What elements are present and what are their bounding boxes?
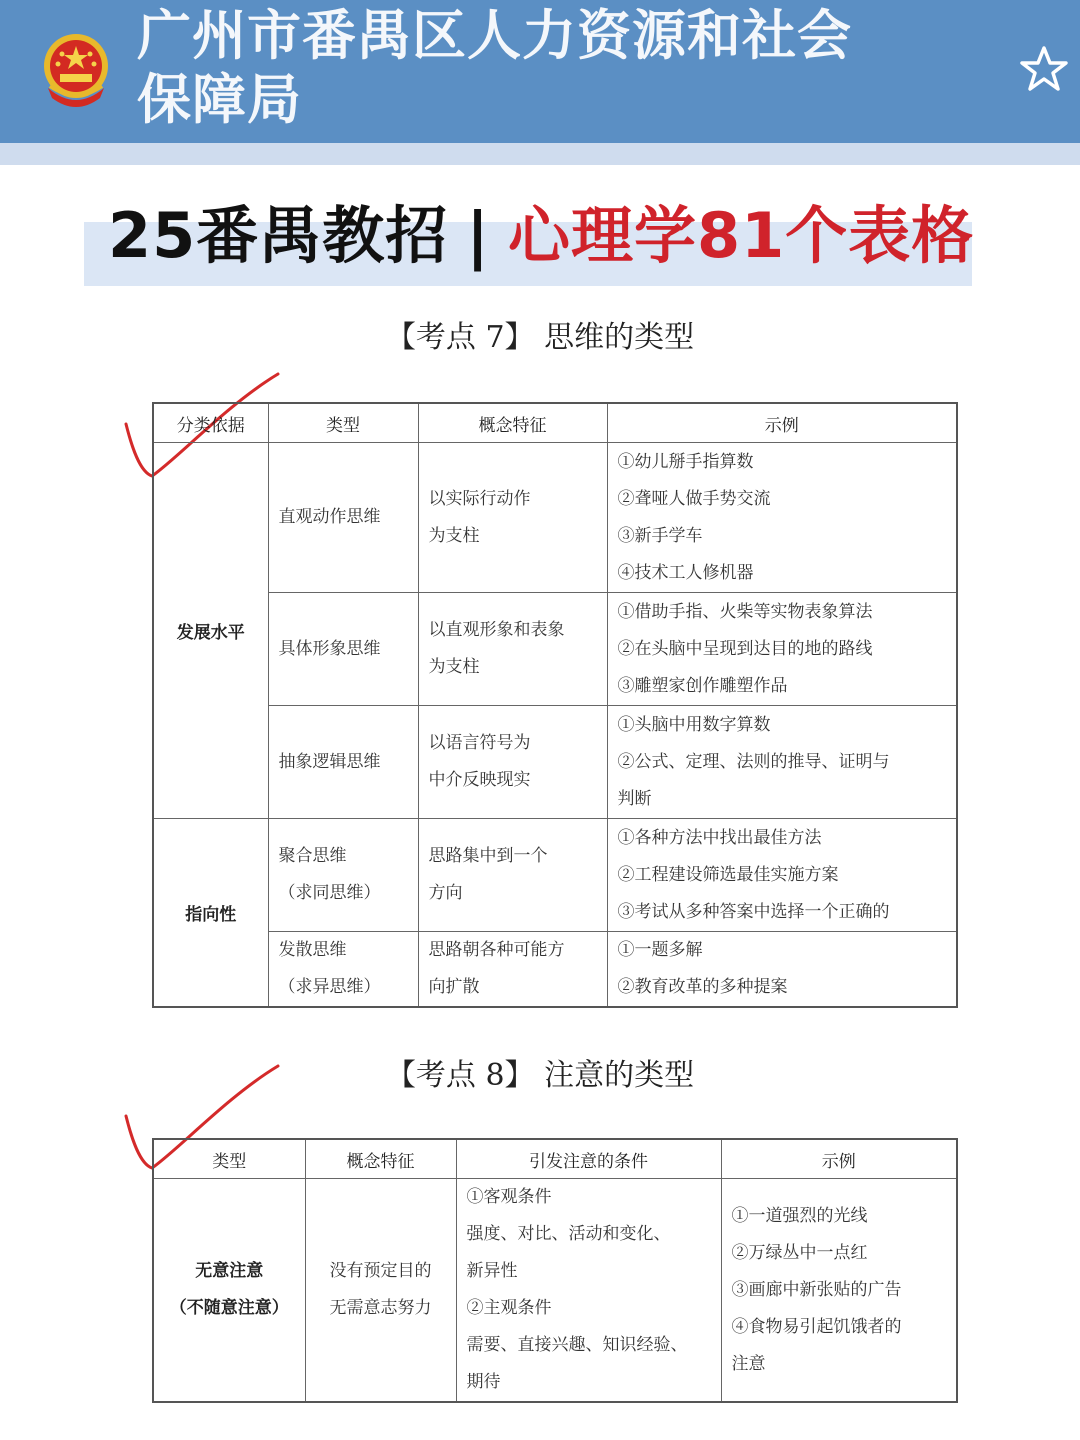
headline-part-b: 心理学81个表格	[507, 199, 975, 272]
type-line: （求异思维）	[278, 977, 381, 997]
headline-part-a: 25番禺教招	[108, 199, 449, 272]
feature-line: 方向	[428, 883, 463, 903]
feature-line: 以语言符号为	[428, 733, 531, 753]
feature-line: 以实际行动作	[428, 488, 531, 509]
example-line: ①借助手指、火柴等实物表象算法	[617, 601, 873, 622]
example-cell	[607, 819, 957, 932]
condition-line: ①客观条件	[466, 1187, 552, 1207]
example-line: ④食物易引起饥饿者的	[731, 1316, 902, 1337]
example-line: 判断	[617, 788, 652, 809]
example-line: ③雕塑家创作雕塑作品	[617, 675, 788, 696]
example-line: ①幼儿掰手指算数	[617, 451, 754, 472]
example-line: ①头脑中用数字算数	[617, 714, 771, 735]
condition-line: 新异性	[466, 1261, 518, 1281]
star-outline-icon[interactable]	[1018, 44, 1070, 96]
type-line: （不随意注意）	[169, 1298, 289, 1318]
column-header: 概念特征	[418, 403, 607, 443]
table-header-row	[153, 1139, 957, 1179]
section7-title: 【考点 7】 思维的类型	[385, 320, 695, 355]
header-banner	[0, 0, 1080, 165]
example-line: ②万绿丛中一点红	[731, 1242, 868, 1263]
type-line: 聚合思维	[278, 846, 347, 866]
feature-cell	[418, 706, 607, 819]
post-headline	[108, 196, 1008, 276]
example-cell	[607, 593, 957, 706]
column-header: 示例	[721, 1139, 957, 1179]
headline-separator: |	[466, 199, 490, 272]
feature-line: 为支柱	[428, 657, 480, 677]
org-title-line1: 广州市番禺区人力资源和社会	[137, 4, 852, 67]
feature-line: 没有预定目的	[329, 1261, 432, 1281]
type-cell	[153, 1179, 305, 1403]
column-header: 类型	[268, 403, 418, 443]
type-cell	[268, 932, 418, 1008]
example-line: ③画廊中新张贴的广告	[731, 1279, 902, 1300]
feature-line: 向扩散	[428, 977, 480, 997]
example-cell	[607, 932, 957, 1008]
conditions-cell	[456, 1179, 721, 1403]
type-cell: 具体形象思维	[268, 593, 418, 706]
example-line: ①一道强烈的光线	[731, 1205, 868, 1226]
feature-cell	[305, 1179, 456, 1403]
feature-cell	[418, 593, 607, 706]
table-row	[153, 593, 957, 706]
condition-line: ②主观条件	[466, 1298, 552, 1318]
feature-line: 中介反映现实	[428, 770, 531, 790]
example-line: ②在头脑中呈现到达目的地的路线	[617, 638, 873, 659]
national-emblem-icon	[40, 32, 112, 108]
example-line: 注意	[731, 1353, 766, 1374]
type-line: 无意注意	[195, 1261, 264, 1281]
column-header: 概念特征	[305, 1139, 456, 1179]
feature-line: 思路集中到一个	[428, 846, 548, 866]
category-basis: 发展水平	[153, 443, 268, 819]
table-row	[153, 819, 957, 932]
example-cell	[607, 443, 957, 593]
table-row	[153, 443, 957, 593]
feature-line: 以直观形象和表象	[428, 620, 565, 640]
feature-cell	[418, 443, 607, 593]
table-row	[153, 1179, 957, 1403]
condition-line: 需要、直接兴趣、知识经验、	[466, 1335, 688, 1355]
example-line: ③考试从多种答案中选择一个正确的	[617, 901, 890, 922]
attention-types-table	[152, 1138, 958, 1403]
example-line: ②聋哑人做手势交流	[617, 488, 771, 509]
column-header: 类型	[153, 1139, 305, 1179]
example-line: ②公式、定理、法则的推导、证明与	[617, 751, 890, 772]
feature-cell	[418, 932, 607, 1008]
example-cell	[721, 1179, 957, 1403]
example-line: ①各种方法中找出最佳方法	[617, 827, 822, 848]
example-cell	[607, 706, 957, 819]
column-header: 引发注意的条件	[456, 1139, 721, 1179]
example-line: ③新手学车	[617, 525, 703, 546]
type-cell: 直观动作思维	[268, 443, 418, 593]
condition-line: 强度、对比、活动和变化、	[466, 1224, 671, 1244]
section8-title: 【考点 8】 注意的类型	[385, 1058, 695, 1093]
feature-cell	[418, 819, 607, 932]
type-cell	[268, 819, 418, 932]
column-header: 示例	[607, 403, 957, 443]
category-basis: 指向性	[153, 819, 268, 1008]
example-line: ②工程建设筛选最佳实施方案	[617, 864, 839, 885]
thinking-types-table	[152, 402, 958, 1008]
type-cell: 抽象逻辑思维	[268, 706, 418, 819]
feature-line: 为支柱	[428, 525, 480, 546]
example-line: ④技术工人修机器	[617, 562, 754, 583]
feature-line: 思路朝各种可能方	[428, 940, 565, 960]
table-row	[153, 932, 957, 1008]
org-title	[137, 4, 957, 132]
feature-line: 无需意志努力	[329, 1298, 432, 1318]
column-header: 分类依据	[153, 403, 268, 443]
type-line: （求同思维）	[278, 883, 381, 903]
table-row	[153, 706, 957, 819]
type-line: 发散思维	[278, 940, 347, 960]
example-line: ②教育改革的多种提案	[617, 977, 788, 997]
org-title-line2: 保障局	[137, 68, 302, 131]
example-line: ①一题多解	[617, 940, 703, 960]
table-header-row	[153, 403, 957, 443]
condition-line: 期待	[466, 1372, 501, 1392]
